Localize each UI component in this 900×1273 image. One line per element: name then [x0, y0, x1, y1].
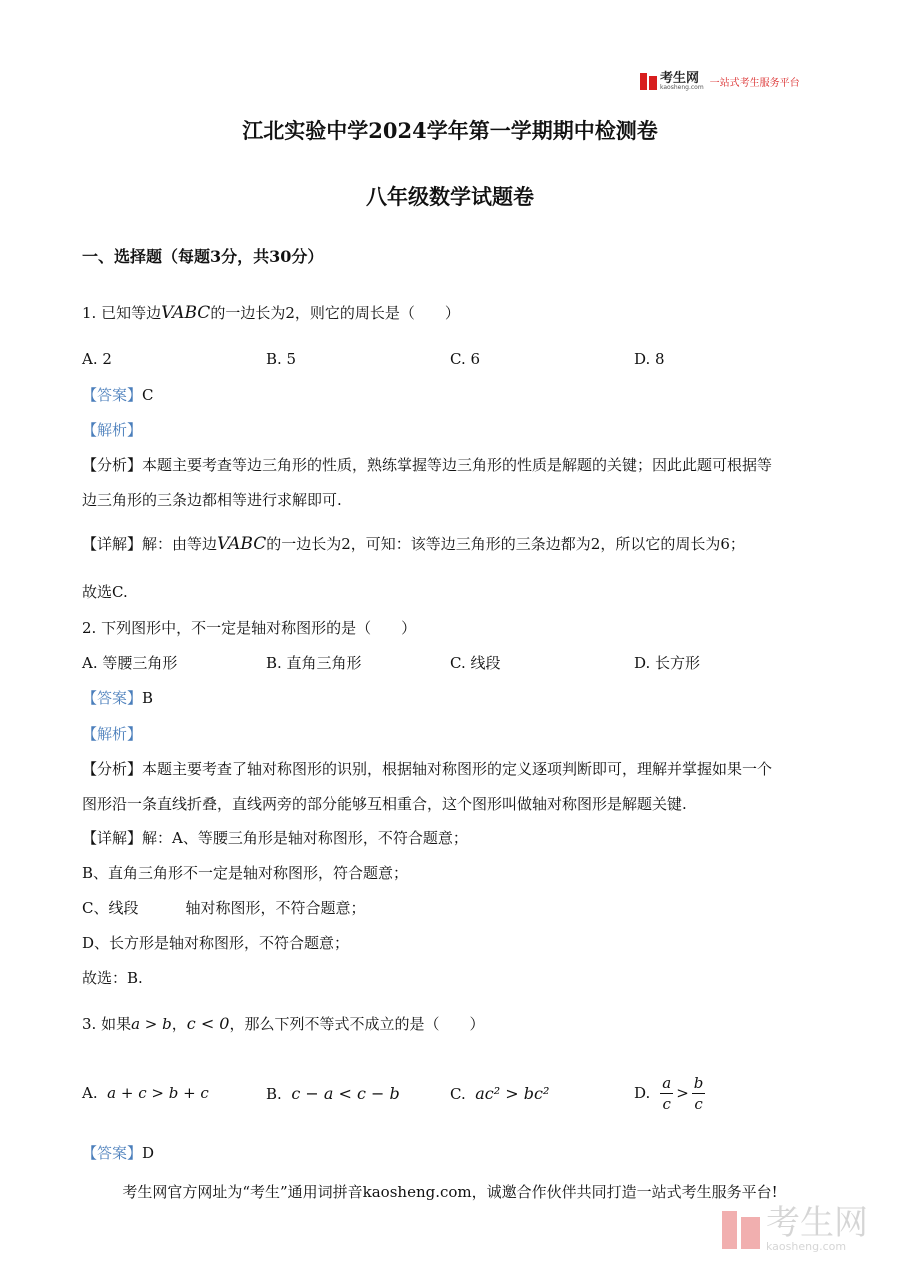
- option-expr: a + c > b + c: [107, 1084, 209, 1102]
- watermark-domain: kaosheng.com: [766, 1240, 847, 1253]
- xiangjie-triangle: VABC: [217, 534, 267, 554]
- footer-text: 考生网官方网址为“考生”通用词拼音kaosheng.com，诚邀合作伙伴共同打造一站式考生服务平台!: [122, 1183, 778, 1201]
- fraction-a-over-c: [660, 1073, 673, 1114]
- q1-answer: [82, 384, 154, 405]
- brand-slogan: 一站式考生服务平台: [709, 78, 800, 89]
- answer-tag: 【答案】: [82, 1144, 143, 1162]
- q1-xiangjie: [82, 533, 745, 554]
- q2-fenxi-2: 图形沿一条直线折叠，直线两旁的部分能够互相重合，这个图形叫做轴对称图形是解题关键.: [82, 795, 687, 813]
- answer-value: B: [142, 689, 154, 707]
- q2-xiangjie-1: [82, 827, 468, 848]
- q2-xiangjie-2: B、直角三角形不一定是轴对称图形，符合题意；: [82, 864, 409, 882]
- watermark: [722, 1203, 868, 1253]
- q1-option-d: D. 8: [634, 350, 665, 368]
- answer-tag: 【答案】: [82, 689, 143, 707]
- q1-stem: [82, 302, 460, 323]
- xiangjie-tag: 【详解】: [82, 535, 143, 553]
- fraction-denominator: c: [694, 1094, 703, 1113]
- q3-answer: [82, 1142, 154, 1163]
- q3-option-c: [450, 1084, 549, 1103]
- q2-xiangjie-3: [82, 897, 366, 918]
- exam-title: 江北实验中学2024学年第一学期期中检测卷: [242, 118, 658, 143]
- q2-answer: [82, 687, 153, 708]
- fraction-numerator: b: [693, 1073, 704, 1092]
- q2-stem: 2. 下列图形中，不一定是轴对称图形的是（ ）: [82, 619, 417, 637]
- answer-value: D: [142, 1144, 155, 1162]
- q1-fenxi-2: 边三角形的三条边都相等进行求解即可.: [82, 491, 342, 509]
- fenxi-text: 本题主要考查等边三角形的性质，熟练掌握等边三角形的性质是解题的关键；因此此题可根据等: [142, 456, 773, 474]
- q3-option-a: [82, 1084, 209, 1102]
- brand-domain: kaosheng.com: [660, 84, 704, 91]
- fraction-operator: >: [676, 1084, 689, 1102]
- fenxi-tag: 【分析】: [82, 760, 143, 778]
- q3-stem: [82, 1013, 485, 1034]
- xiangjie-3b: 轴对称图形，不符合题意；: [185, 899, 366, 917]
- option-expr: c − a < c − b: [291, 1084, 400, 1103]
- q1-guxuan: 故选C.: [82, 583, 128, 601]
- q2-xiangjie-4: D、长方形是轴对称图形，不符合题意；: [82, 934, 350, 952]
- xiangjie-tag: 【详解】: [82, 829, 143, 847]
- q2-option-b: B. 直角三角形: [266, 654, 362, 672]
- q1-fenxi-1: [82, 454, 772, 475]
- fenxi-tag: 【分析】: [82, 456, 143, 474]
- q1-jiexi-tag: 【解析】: [82, 421, 143, 439]
- kaosheng-logo-icon: [640, 73, 657, 90]
- xiangjie-pre: 解：由等边: [142, 535, 218, 553]
- q1-option-c: C. 6: [450, 350, 481, 368]
- option-expr: ac² > bc²: [475, 1084, 550, 1103]
- brand-name: 考生网: [660, 71, 700, 86]
- q2-option-d: D. 长方形: [634, 654, 701, 672]
- q3-sep: ，: [171, 1015, 187, 1033]
- option-label: D.: [634, 1084, 651, 1102]
- option-label: B.: [266, 1085, 282, 1103]
- xiangjie-3a: C、线段: [82, 899, 139, 917]
- fraction-b-over-c: [692, 1073, 706, 1114]
- q3-option-d: [634, 1062, 705, 1124]
- brand-logo: [640, 72, 800, 91]
- q1-triangle: VABC: [161, 303, 211, 323]
- xiangjie-text: 解：A、等腰三角形是轴对称图形，不符合题意；: [142, 829, 468, 847]
- q3-option-b: [266, 1084, 400, 1103]
- fraction-denominator: c: [662, 1094, 671, 1113]
- q2-option-c: C. 线段: [450, 654, 501, 672]
- q2-guxuan: 故选：B.: [82, 969, 143, 987]
- q2-fenxi-1: [82, 758, 772, 779]
- fenxi-text: 本题主要考查了轴对称图形的识别，根据轴对称图形的定义逐项判断即可，理解并掌握如果一个: [142, 760, 773, 778]
- q1-option-a: A. 2: [82, 350, 112, 368]
- option-label: A.: [82, 1084, 98, 1102]
- q3-condition-2: c < 0: [186, 1014, 230, 1033]
- q3-condition-1: a > b: [131, 1015, 172, 1033]
- watermark-text: 考生网: [766, 1203, 868, 1243]
- exam-subtitle: 八年级数学试题卷: [366, 184, 534, 209]
- answer-tag: 【答案】: [82, 386, 143, 404]
- fraction-numerator: a: [662, 1073, 672, 1092]
- xiangjie-post: 的一边长为2，可知：该等边三角形的三条边都为2，所以它的周长为6；: [266, 535, 745, 553]
- watermark-logo-icon: [722, 1211, 760, 1249]
- q2-option-a: A. 等腰三角形: [82, 654, 178, 672]
- q1-option-b: B. 5: [266, 350, 297, 368]
- q3-stem-pre: 3. 如果: [82, 1015, 132, 1033]
- q2-jiexi-tag: 【解析】: [82, 725, 143, 743]
- option-label: C.: [450, 1085, 466, 1103]
- section-heading: 一、选择题（每题3分，共30分）: [82, 247, 324, 266]
- q1-stem-post: 的一边长为2，则它的周长是（ ）: [210, 304, 460, 322]
- answer-value: C: [142, 386, 154, 404]
- q3-stem-post: ，那么下列不等式不成立的是（ ）: [229, 1015, 485, 1033]
- q1-stem-pre: 1. 已知等边: [82, 304, 162, 322]
